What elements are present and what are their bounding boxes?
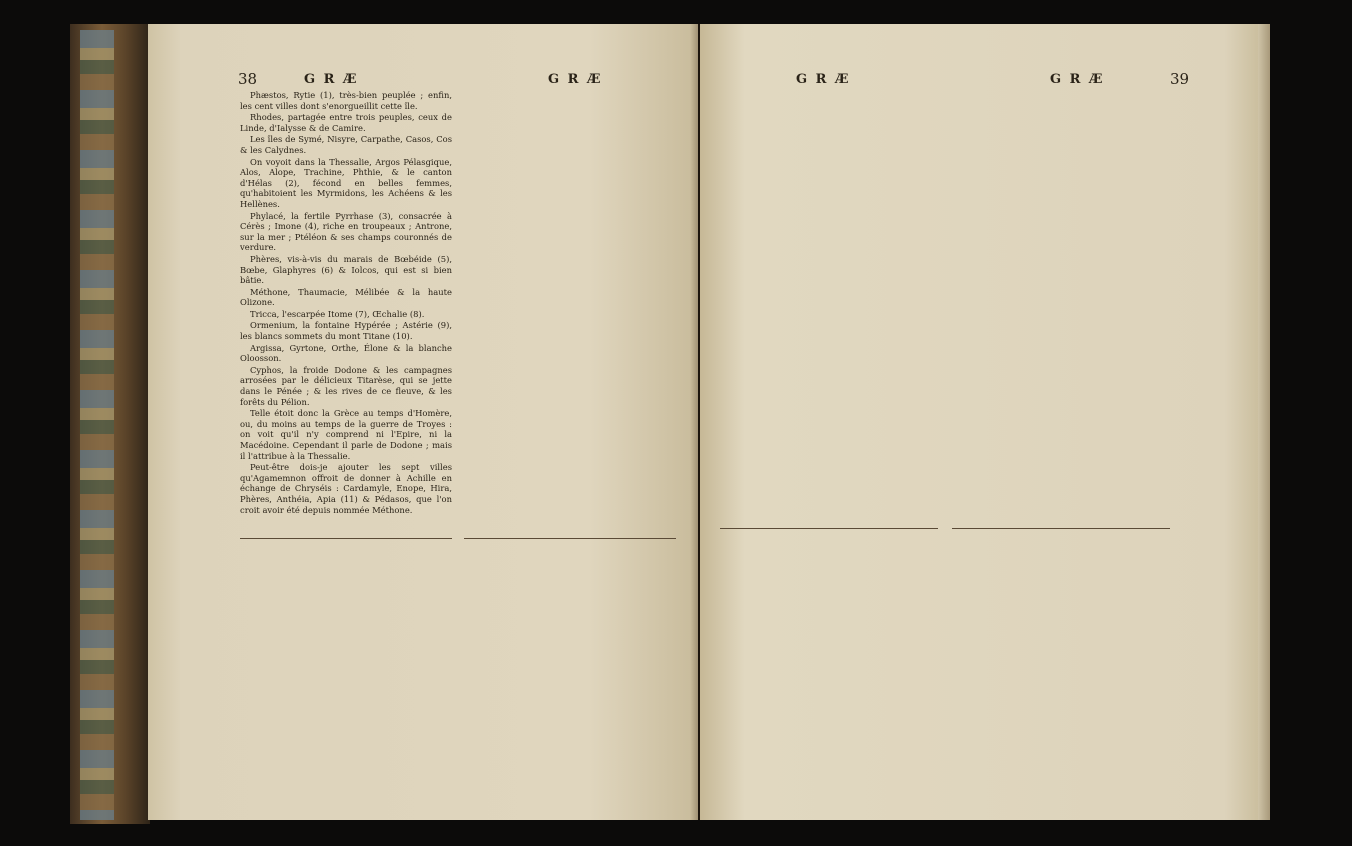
paragraph: Tricca, l'escarpée Itome (7), Œchalie (8).: [250, 308, 425, 319]
paragraph: Phæstos, Rytie (1), très-bien peuplée ; enfin, les cent villes dont s'enorgueillit cette île.: [240, 90, 452, 111]
right-page: [700, 24, 1258, 820]
paragraph: Phères, vis-à-vis du marais de Bœbéide (5), Bœbe, Glaphyres (6) & Iolcos, qui est si bien bâtie.: [240, 253, 452, 286]
running-head-right-col: G R Æ: [1050, 72, 1105, 87]
page-number: 39: [1170, 70, 1190, 88]
text-column-1: [240, 90, 452, 516]
paragraph: On voyoit dans la Thessalie, Argos Pélasgique, Alos, Alope, Trachine, Phthie, & le canton d'Hélas (2), fécond en belles femmes, qu'habitoient les Myrmidons, les Achéens & les Hellènes.: [240, 156, 452, 209]
paragraph: Rhodes, partagée entre trois peuples, ceux de Linde, d'Ialysse & de Camire.: [240, 112, 452, 133]
paragraph: Les îles de Symé, Nisyre, Carpathe, Casos, Cos & les Calydnes.: [240, 134, 452, 155]
running-head: G R Æ: [304, 72, 359, 87]
running-head-right-col: G R Æ: [548, 72, 603, 87]
paragraph: Méthone, Thaumacie, Mélibée & la haute Olizone.: [240, 286, 452, 308]
footnote-rule: [952, 528, 1170, 529]
paragraph: Telle étoit donc la Grèce au temps d'Homère, ou, du moins au temps de la guerre de Troyes : on voit qu'il n'y comprend ni l'Epire, ni la Macédoine. Cependant il parle de Dodone ; mais il l'attribue à la Thessalie.: [240, 408, 452, 461]
paragraph: Peut-être dois-je ajouter les sept villes qu'Agamemnon offroit de donner à Achille en échange de Chryséis : Cardamyle, Enope, Hira, Phères, Anthéia, Apia (11) & Pédasos, que l'on croit avoir été depuis nommée Méthone.: [240, 462, 452, 515]
page-edge: [1258, 24, 1270, 820]
left-page: [148, 24, 698, 820]
footnote-rule: [464, 538, 676, 539]
paragraph: Cyphos, la froide Dodone & les campagnes arrosées par le délicieux Titarèse, qui se jette dans le Pénée ; & les rives de ce fleuve, & les forêts du Pélion.: [240, 364, 452, 407]
footnote-rule: [720, 528, 938, 529]
paragraph: Argissa, Gyrtone, Orthe, Élone & la blanche Oloosson.: [240, 342, 452, 364]
paragraph: Ormenium, la fontaine Hypérée ; Astérie (9), les blancs sommets du mont Titane (10).: [240, 320, 452, 342]
spine-decoration: [80, 30, 114, 820]
page-number: 38: [238, 70, 258, 88]
footnote-rule: [240, 538, 452, 539]
paragraph: Phylacé, la fertile Pyrrhase (3), consacrée à Cérès ; Imone (4), riche en troupeaux ; Antrone, sur la mer ; Ptéléon & ses champs couronnés de verdure.: [240, 210, 452, 253]
running-head: G R Æ: [796, 72, 851, 87]
